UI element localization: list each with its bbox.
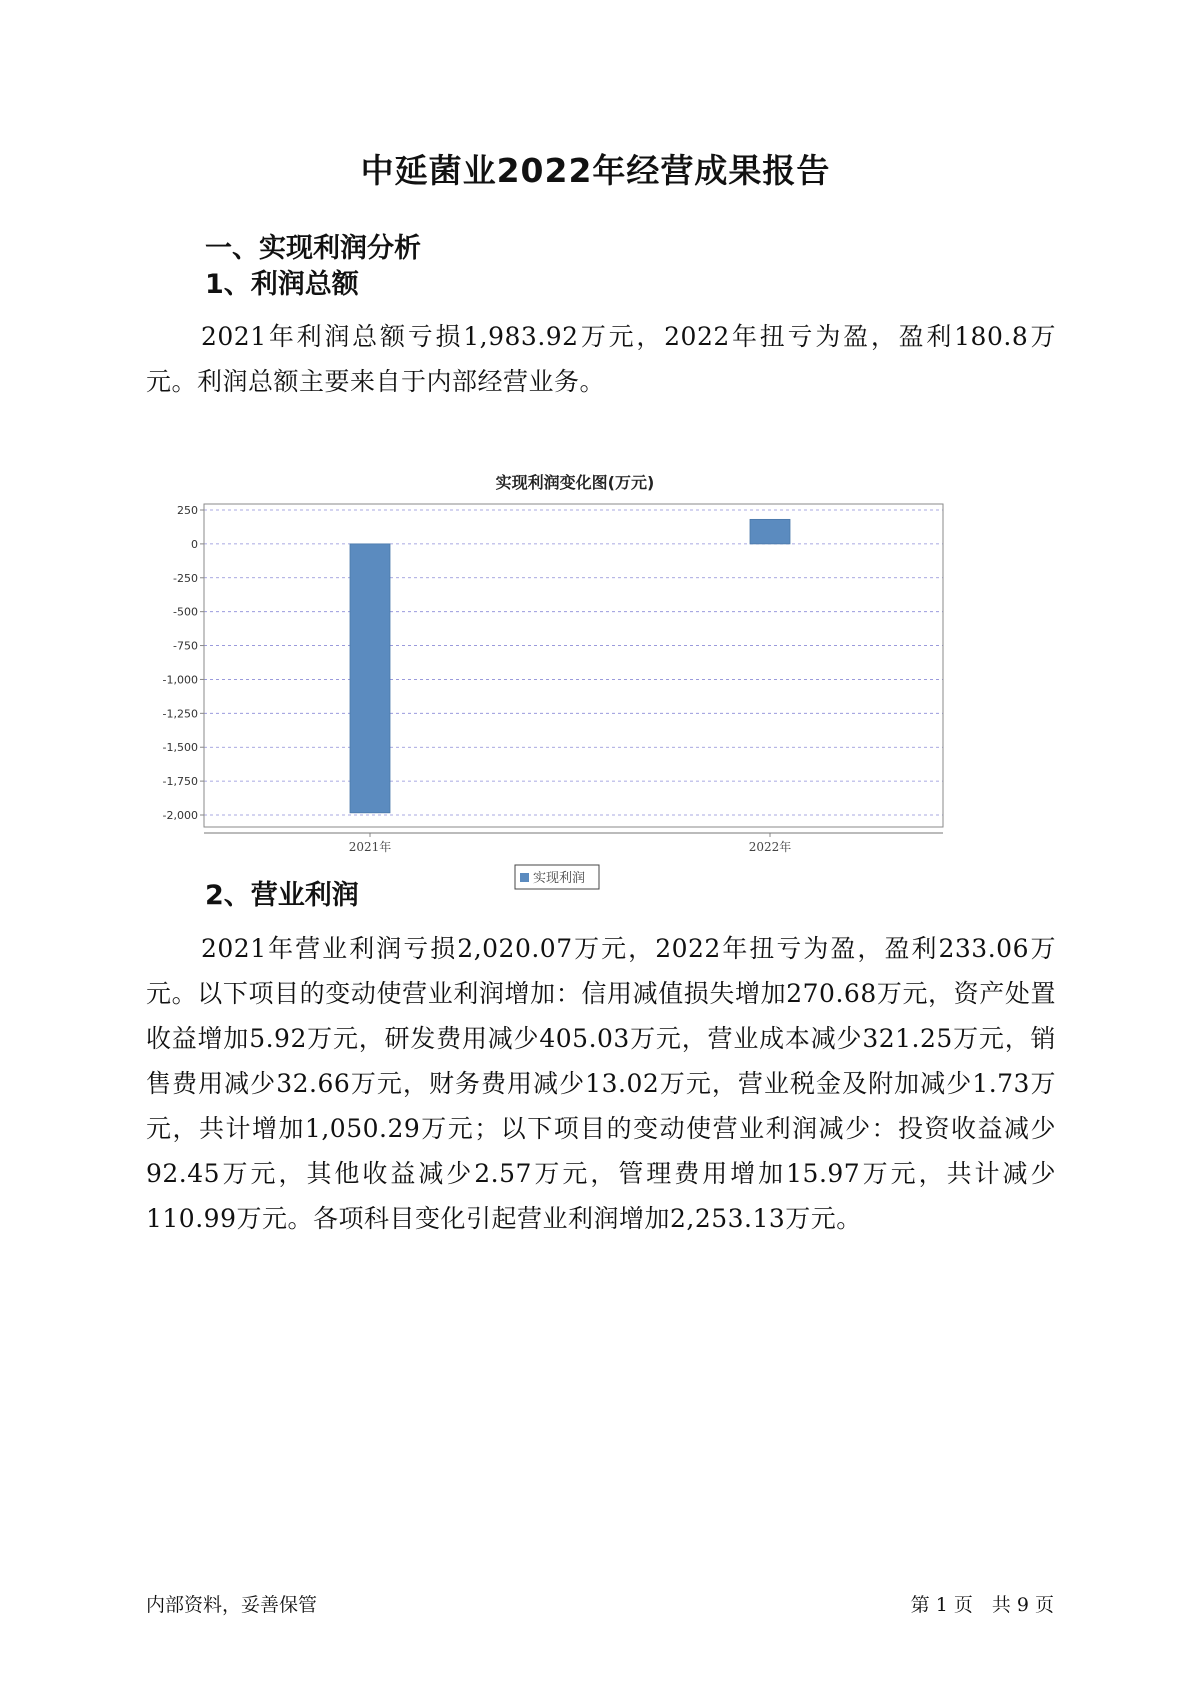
plot-area <box>204 504 943 827</box>
paragraph-operating-profit: 2021年营业利润亏损2,020.07万元，2022年扭亏为盈，盈利233.06万元。以下项目的变动使营业利润增加：信用减值损失增加270.68万元，资产处置收益增加5.92万元，研发费用减少405.03万元，营业成本减少321.25万元，销售费用减少32.66万元，财务费用减少13.02万元，营业税金及附加减少1.73万元，共计增加1,050.29万元；以下项目的变动使营业利润减少：投资收益减少92.45万元，其他收益减少2.57万元，管理费用增加15.97万元，共计减少110.99万元。各项科目变化引起营业利润增加2,253.13万元。 <box>146 934 1056 1233</box>
y-tick-label: 250 <box>177 504 198 517</box>
y-tick-label: -750 <box>173 639 198 653</box>
y-tick-label: -1,250 <box>162 707 198 721</box>
page-title: 中延菌业2022年经营成果报告 <box>360 151 831 190</box>
subsection-heading-operating-profit: 2、营业利润 <box>205 880 359 911</box>
bar-1 <box>350 544 390 813</box>
x-axis <box>204 833 943 854</box>
y-tick-label: -500 <box>173 605 198 619</box>
y-tick-label: -2,000 <box>162 809 198 822</box>
footer-confidential-note: 内部资料，妥善保管 <box>146 1594 318 1616</box>
legend-label: 实现利润 <box>533 871 586 886</box>
y-tick-label: 0 <box>191 537 198 551</box>
y-axis <box>163 504 204 822</box>
chart-legend <box>515 865 599 889</box>
profit-change-chart <box>162 455 1020 905</box>
footer-page-number <box>911 1590 1054 1617</box>
subsection-heading-total-profit: 1、利润总额 <box>205 269 359 300</box>
y-tick-label: -250 <box>173 571 198 585</box>
bar-series <box>350 519 790 812</box>
y-tick-label: -1,000 <box>162 673 198 687</box>
y-tick-label: -1,750 <box>162 775 198 789</box>
y-tick-label: -1,500 <box>162 741 198 755</box>
section-heading-profit-analysis: 一、实现利润分析 <box>205 233 421 264</box>
x-tick-label: 2021年 <box>348 840 392 854</box>
chart-svg <box>162 455 1020 905</box>
legend-swatch <box>520 873 529 882</box>
chart-title: 实现利润变化图(万元) <box>495 473 655 492</box>
chart-gridlines <box>204 510 943 815</box>
x-tick-label: 2022年 <box>748 840 792 854</box>
page-number-text: 第 1 页 共 9 页 <box>910 1594 1054 1616</box>
paragraph-total-profit: 2021年利润总额亏损1,983.92万元，2022年扭亏为盈，盈利180.8万元。利润总额主要来自于内部经营业务。 <box>146 322 1056 396</box>
bar-2 <box>750 519 790 544</box>
